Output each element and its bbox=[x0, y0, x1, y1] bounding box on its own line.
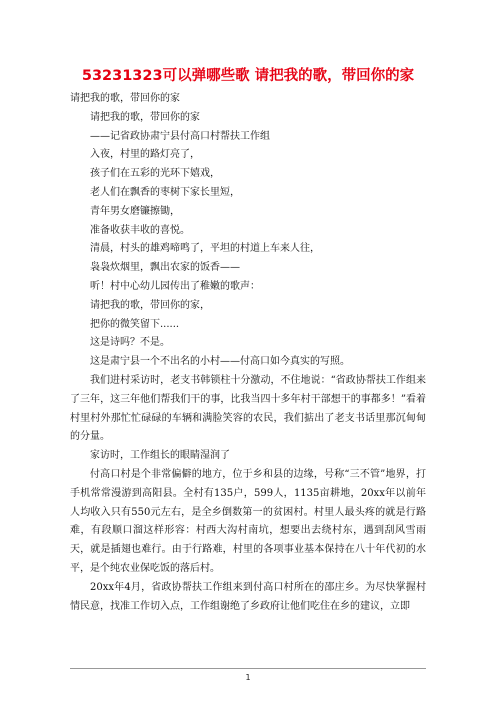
paragraph: 请把我的歌，带回你的家 bbox=[70, 93, 180, 104]
document-title: 53231323可以弹哪些歌 请把我的歌，带回你的家 bbox=[81, 68, 415, 84]
paragraph: 20xx年4月，省政协帮扶工作组来到付高口村所在的邵庄乡。为尽快掌握村情民意，找准工作切入点，工作组谢绝了乡政府让他们吃住在乡的建议，立即 bbox=[70, 581, 426, 612]
paragraph: 听！村中心幼儿园传出了稚嫩的歌声： bbox=[90, 280, 260, 292]
paragraph: 孩子们在五彩的光环下嬉戏， bbox=[90, 168, 220, 180]
paragraph: 家访时，工作组长的眼睛湿润了 bbox=[90, 450, 230, 462]
footer-divider bbox=[70, 668, 426, 669]
paragraph: 准备收获丰收的喜悦。 bbox=[90, 224, 190, 236]
paragraph: ——记省政协肃宁县付高口村帮扶工作组 bbox=[90, 130, 270, 142]
paragraph: 请把我的歌，带回你的家， bbox=[90, 299, 210, 311]
paragraph: 把你的微笑留下...... bbox=[90, 318, 180, 330]
paragraph: 入夜，村里的路灯亮了， bbox=[90, 149, 200, 161]
paragraph: 付高口村是个非常偏僻的地方，位于乡和县的边缘，号称“三不管”地界，打手机常常漫游到高阳县。全村有135户，599人，1135亩耕地，20xx年以前年人均收入只有550元左右，是全乡倒数第一的贫困村。村里人最头疼的就是行路难，有段顺口溜这样形容：村西大沟村南坑，想要出去绕村东，遇到刮风雪雨天，就是插翅也难行。由于行路难，村里的各项事业基本保持在八十年代初的水平，是个纯农业保吃饭的落后村。 bbox=[70, 468, 426, 574]
paragraph: 请把我的歌，带回你的家 bbox=[90, 111, 200, 123]
document-body bbox=[70, 90, 426, 616]
paragraph: 清晨，村头的雄鸡啼鸣了，平坦的村道上车来人往， bbox=[90, 243, 320, 255]
paragraph: 青年男女磨镰擦锄， bbox=[90, 205, 180, 217]
paragraph: 袅袅炊烟里，飘出农家的饭香—— bbox=[90, 262, 240, 274]
paragraph: 这是诗吗？不是。 bbox=[90, 337, 170, 349]
paragraph: 老人们在飘香的枣树下家长里短， bbox=[90, 186, 240, 198]
page-number: 1 bbox=[245, 673, 251, 682]
paragraph: 这是肃宁县一个不出名的小村——付高口如今真实的写照。 bbox=[90, 356, 350, 368]
paragraph: 我们进村采访时，老支书韩锁柱十分激动，不住地说：“省政协帮扶工作组来了三年，这三年他们帮我们干的事，比我当四十多年村干部想干的事都多！”看着村里村外那忙忙碌碌的车辆和满脸笑容的农民，我们掂出了老支书话里那沉甸甸的分量。 bbox=[70, 374, 426, 443]
